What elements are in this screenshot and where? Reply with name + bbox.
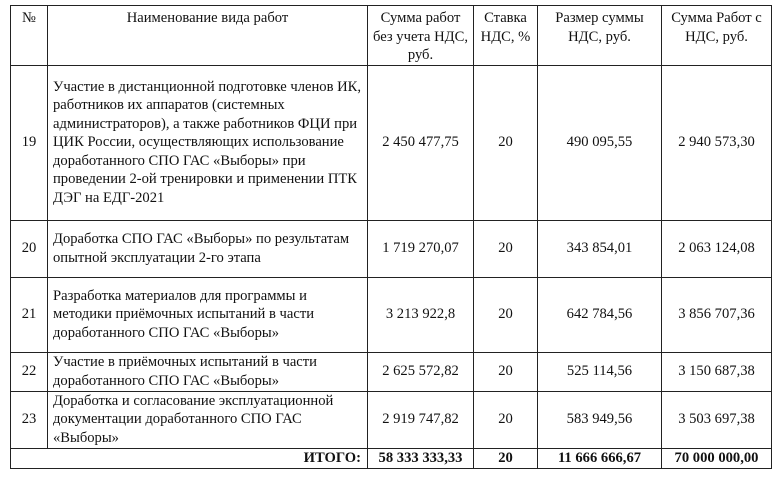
table-row: [11, 352, 772, 391]
document-page: [10, 5, 772, 469]
table-row: [11, 391, 772, 448]
row-sum-without-vat: 2 919 747,82: [368, 391, 474, 448]
row-vat-amount: 525 114,56: [538, 352, 662, 391]
row-vat-rate: 20: [474, 220, 538, 277]
row-sum-with-vat: 3 150 687,38: [662, 352, 772, 391]
table-header-row: [11, 6, 772, 66]
header-sum-without-vat: Сумма работ без учета НДС, руб.: [368, 6, 474, 66]
row-sum-without-vat: 3 213 922,8: [368, 277, 474, 352]
table-row: [11, 277, 772, 352]
row-sum-with-vat: 3 856 707,36: [662, 277, 772, 352]
row-vat-rate: 20: [474, 65, 538, 220]
row-vat-amount: 343 854,01: [538, 220, 662, 277]
row-vat-rate: 20: [474, 352, 538, 391]
row-sum-without-vat: 2 625 572,82: [368, 352, 474, 391]
table-row: [11, 220, 772, 277]
row-number: 23: [11, 391, 48, 448]
works-cost-table: [10, 5, 772, 469]
header-vat-amount: Размер суммы НДС, руб.: [538, 6, 662, 66]
header-vat-rate: Ставка НДС, %: [474, 6, 538, 66]
header-number: №: [11, 6, 48, 66]
row-vat-amount: 490 095,55: [538, 65, 662, 220]
row-work-name: Участие в дистанционной подготовке членов ИК, работников их аппаратов (системных администраторов), а также работников ФЦИ при ЦИК России, осуществляющих использование доработанного СПО ГАС «Выборы» при проведении 2-ой тренировки и применении ПТК ДЭГ на ЕДГ-2021: [48, 65, 368, 220]
total-row: [11, 448, 772, 468]
table-row: [11, 65, 772, 220]
row-number: 21: [11, 277, 48, 352]
row-number: 19: [11, 65, 48, 220]
row-vat-rate: 20: [474, 277, 538, 352]
row-work-name: Доработка и согласование эксплуатационной документации доработанного СПО ГАС «Выборы»: [48, 391, 368, 448]
row-work-name: Разработка материалов для программы и методики приёмочных испытаний в части доработанного СПО ГАС «Выборы»: [48, 277, 368, 352]
row-number: 22: [11, 352, 48, 391]
row-sum-without-vat: 2 450 477,75: [368, 65, 474, 220]
total-vat-amount: 11 666 666,67: [538, 448, 662, 468]
total-vat-rate: 20: [474, 448, 538, 468]
row-sum-with-vat: 2 940 573,30: [662, 65, 772, 220]
row-sum-with-vat: 2 063 124,08: [662, 220, 772, 277]
row-vat-rate: 20: [474, 391, 538, 448]
total-sum-with-vat: 70 000 000,00: [662, 448, 772, 468]
total-sum-without-vat: 58 333 333,33: [368, 448, 474, 468]
row-work-name: Участие в приёмочных испытаний в части доработанного СПО ГАС «Выборы»: [48, 352, 368, 391]
row-work-name: Доработка СПО ГАС «Выборы» по результатам опытной эксплуатации 2-го этапа: [48, 220, 368, 277]
total-label: ИТОГО:: [11, 448, 368, 468]
row-vat-amount: 583 949,56: [538, 391, 662, 448]
header-work-name: Наименование вида работ: [48, 6, 368, 66]
header-sum-with-vat: Сумма Работ с НДС, руб.: [662, 6, 772, 66]
row-number: 20: [11, 220, 48, 277]
row-sum-without-vat: 1 719 270,07: [368, 220, 474, 277]
row-vat-amount: 642 784,56: [538, 277, 662, 352]
row-sum-with-vat: 3 503 697,38: [662, 391, 772, 448]
